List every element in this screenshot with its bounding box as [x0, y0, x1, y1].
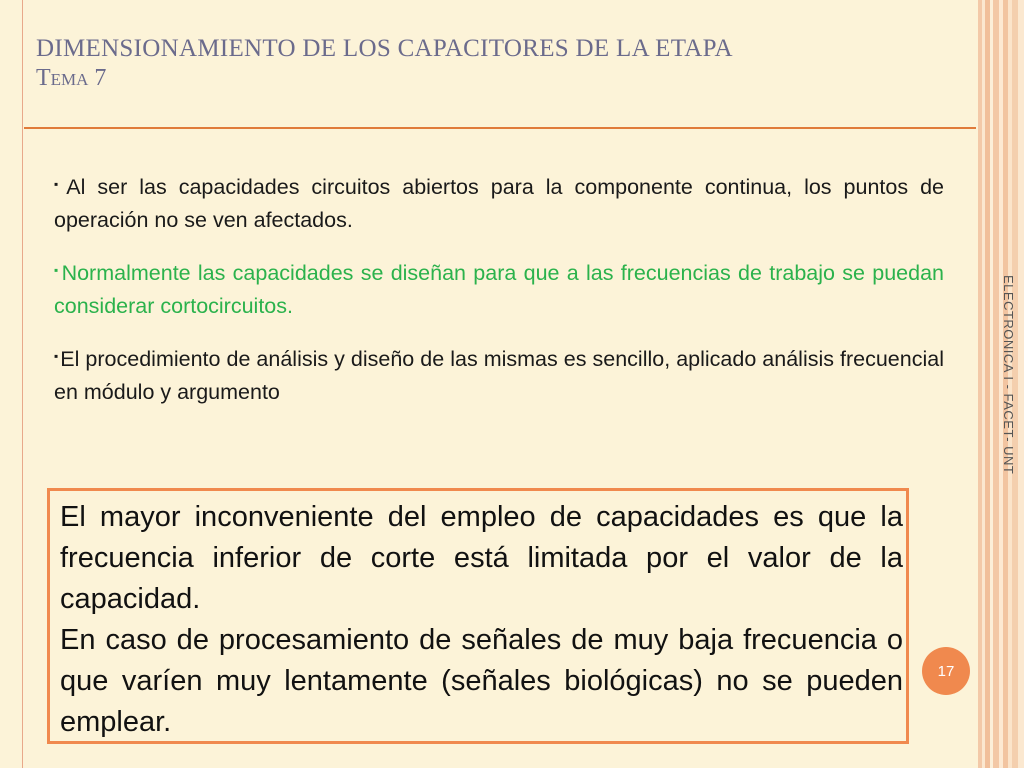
title-subtitle: Tema 7: [36, 65, 107, 91]
highlight-box-text: [60, 497, 903, 743]
box-paragraph-1: El mayor inconveniente del empleo de capacidades es que la frecuencia inferior de corte está limitada por el valor de la capacidad.: [60, 501, 903, 615]
bullet-marker-icon: ▪: [54, 349, 59, 363]
slide-title: [36, 34, 966, 92]
bullet-marker-icon: ▪: [54, 263, 60, 277]
highlight-box: [47, 488, 909, 744]
bullet-text: Normalmente las capacidades se diseñan para que a las frecuencias de trabajo se puedan considerar cortocircuitos.: [54, 261, 944, 318]
bullet-item-1: [54, 168, 944, 237]
side-footer-label: ELECTRONICA I - FACET- UNT: [1001, 275, 1016, 475]
bullet-item-2: [54, 254, 944, 323]
left-border-line: [22, 0, 23, 768]
bullet-item-3: [54, 340, 944, 409]
bullet-list: [54, 168, 944, 426]
bullet-text: El procedimiento de análisis y diseño de las mismas es sencillo, aplicado análisis frecuencial en módulo y argumento: [54, 347, 944, 404]
bullet-marker-icon: ▪: [54, 177, 65, 191]
title-underline: [24, 127, 976, 129]
box-paragraph-2: En caso de procesamiento de señales de muy baja frecuencia o que varíen muy lentamente (señales biológicas) no se pueden emplear.: [60, 624, 903, 738]
bullet-text: Al ser las capacidades circuitos abiertos para la componente continua, los puntos de operación no se ven afectados.: [54, 175, 944, 232]
page-number-badge: 17: [922, 647, 970, 695]
title-main: DIMENSIONAMIENTO DE LOS CAPACITORES DE LA ETAPA: [36, 35, 733, 62]
